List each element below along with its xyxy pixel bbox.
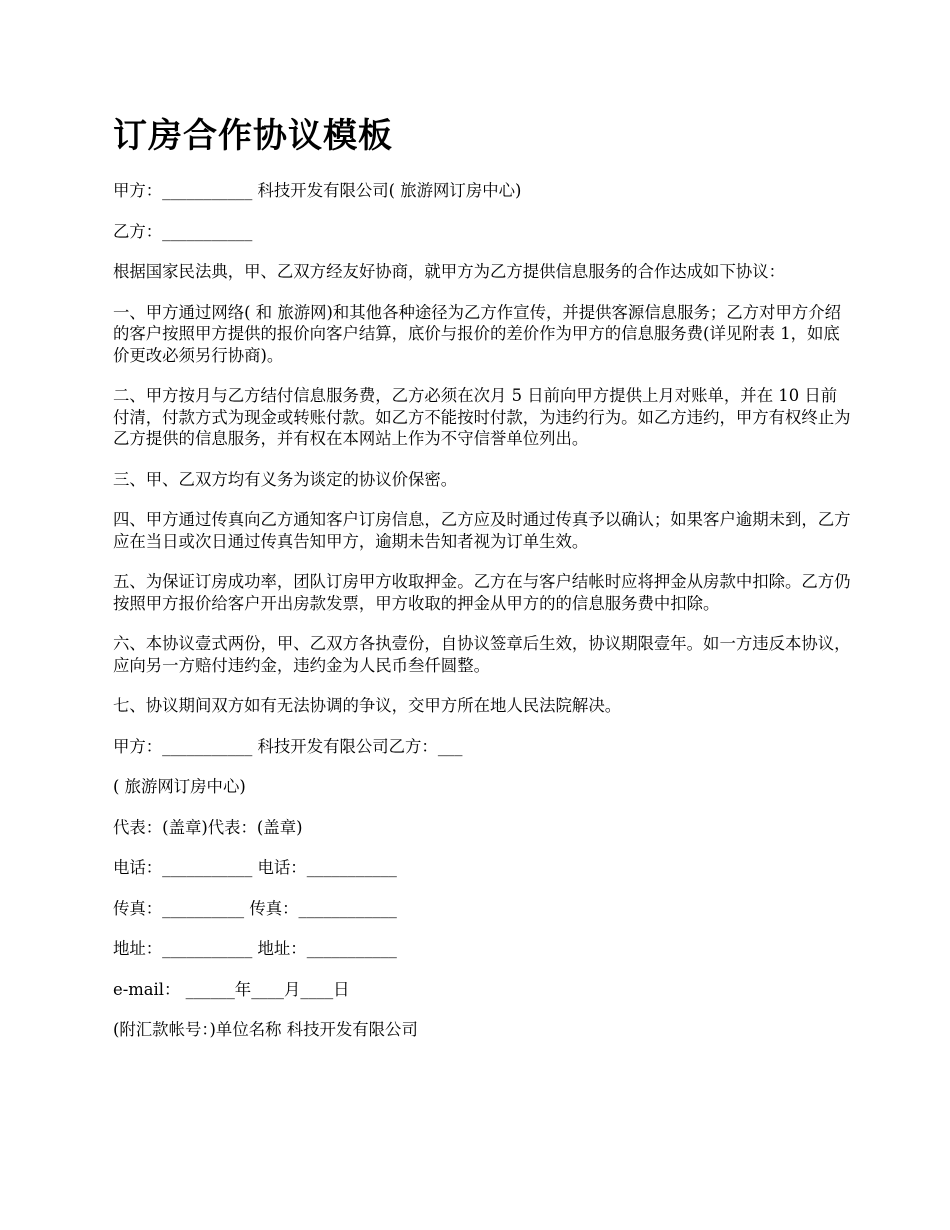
- clause-4: 四、甲方通过传真向乙方通知客户订房信息，乙方应及时通过传真予以确认；如果客户逾期未到，乙方应在当日或次日通过传真告知甲方，逾期未告知者视为订单生效。: [113, 510, 851, 551]
- signature-bank-info: (附汇款帐号：)单位名称 科技开发有限公司: [113, 1020, 418, 1039]
- signature-addresses: 地址：___________ 地址：___________: [113, 939, 397, 958]
- clause-5: 五、为保证订房成功率，团队订房甲方收取押金。乙方在与客户结帐时应将押金从房款中扣除。乙方仍按照甲方报价给客户开出房款发票，甲方收取的押金从甲方的的信息服务费中扣除。: [113, 572, 851, 613]
- signature-party-a-note: ( 旅游网订房中心): [113, 777, 246, 796]
- party-b-line: 乙方：___________: [113, 221, 253, 241]
- party-a-line: 甲方：___________ 科技开发有限公司( 旅游网订房中心): [113, 181, 522, 200]
- signature-phones: 电话：___________ 电话：___________: [113, 858, 397, 877]
- preamble-paragraph: 根据国家民法典，甲、乙双方经友好协商，就甲方为乙方提供信息服务的合作达成如下协议：: [113, 262, 786, 281]
- signature-representatives: 代表：(盖章)代表：(盖章): [113, 817, 303, 837]
- document-title: 订房合作协议模板: [113, 116, 393, 156]
- clause-1: 一、甲方通过网络( 和 旅游网)和其他各种途径为乙方作宣传，并提供客源信息服务；乙方对甲方介绍的客户按照甲方提供的报价向客户结算，底价与报价的差价作为甲方的信息服务费(详见附表 1，如底价更改必须另行协商)。: [113, 302, 842, 365]
- signature-parties-line: 甲方：___________ 科技开发有限公司乙方：___: [113, 736, 463, 756]
- clause-7: 七、协议期间双方如有无法协调的争议，交甲方所在地人民法院解决。: [113, 696, 622, 715]
- document-body: [113, 180, 853, 1060]
- signature-email-date: e-mail： ______年____月____日: [113, 979, 350, 999]
- clause-3: 三、甲、乙双方均有义务为谈定的协议价保密。: [113, 469, 458, 489]
- clause-6: 六、本协议壹式两份，甲、乙双方各执壹份，自协议签章后生效，协议期限壹年。如一方违反本协议，应向另一方赔付违约金，违约金为人民币叁仟圆整。: [113, 634, 851, 675]
- signature-faxes: 传真：__________ 传真：____________: [113, 898, 397, 918]
- clause-2: 二、甲方按月与乙方结付信息服务费，乙方必须在次月 5 日前向甲方提供上月对账单，并在 10 日前付清，付款方式为现金或转账付款。如乙方不能按时付款，为违约行为。如乙方违约，甲方有权终止为乙方提供的信息服务，并有权在本网站上作为不守信誉单位列出。: [113, 386, 851, 448]
